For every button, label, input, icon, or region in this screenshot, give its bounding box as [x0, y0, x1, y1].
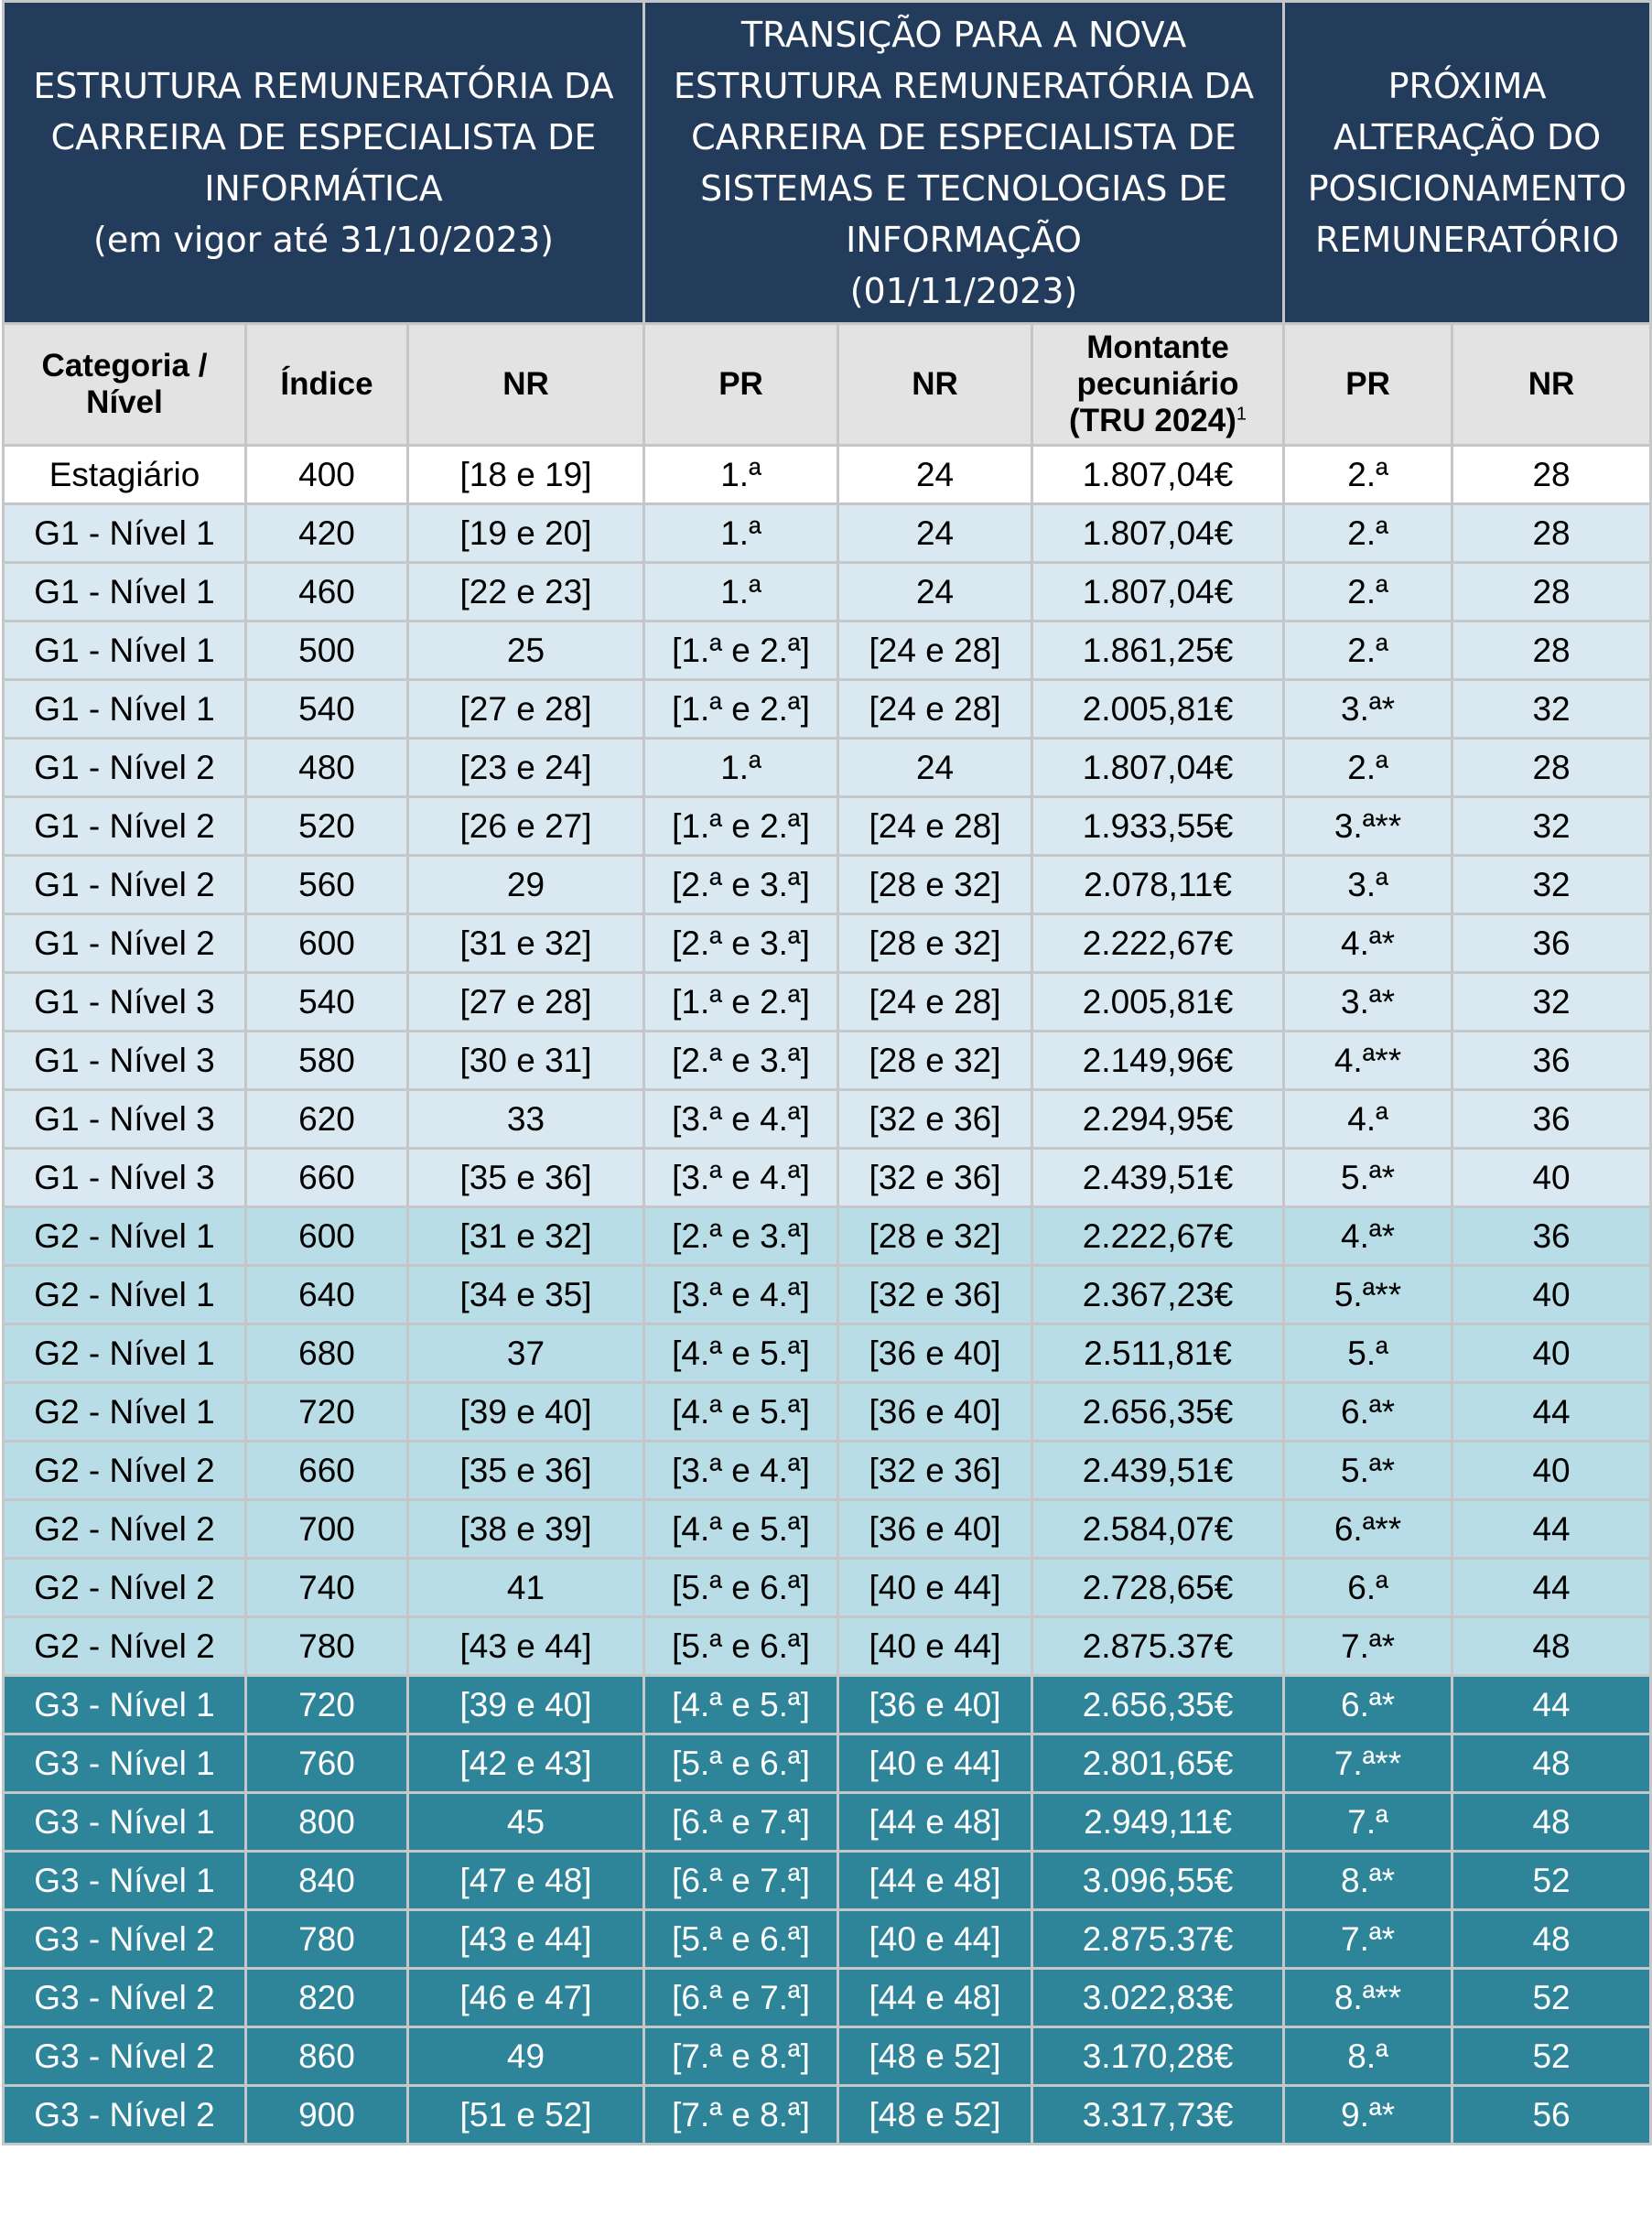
pr-cell: [5.ª e 6.ª] — [644, 1910, 838, 1969]
montante-cell: 2.078,11€ — [1032, 856, 1284, 914]
header-current-structure — [4, 2, 644, 324]
nr-cell: 25 — [408, 621, 644, 680]
categoria-cell: G1 - Nível 2 — [4, 739, 246, 797]
montante-cell: 1.861,25€ — [1032, 621, 1284, 680]
montante-cell: 1.807,04€ — [1032, 739, 1284, 797]
nr-new-cell: [28 e 32] — [838, 1207, 1032, 1266]
montante-cell: 1.807,04€ — [1032, 446, 1284, 504]
pr-cell: [2.ª e 3.ª] — [644, 856, 838, 914]
column-header-row — [4, 324, 1651, 446]
indice-cell: 460 — [246, 563, 408, 621]
nr-next-cell: 40 — [1452, 1266, 1651, 1324]
nr-new-cell: [36 e 40] — [838, 1676, 1032, 1734]
categoria-cell: G3 - Nível 1 — [4, 1676, 246, 1734]
nr-new-cell: [32 e 36] — [838, 1442, 1032, 1500]
indice-cell: 680 — [246, 1324, 408, 1383]
nr-new-cell: [32 e 36] — [838, 1149, 1032, 1207]
table-row — [4, 504, 1651, 563]
pr-next-cell: 3.ª* — [1284, 973, 1452, 1032]
nr-next-cell: 40 — [1452, 1442, 1651, 1500]
montante-cell: 1.933,55€ — [1032, 797, 1284, 856]
col-header-indice: Índice — [246, 324, 408, 446]
pr-cell: 1.ª — [644, 504, 838, 563]
nr-new-cell: [40 e 44] — [838, 1617, 1032, 1676]
pr-next-cell: 8.ª* — [1284, 1852, 1452, 1910]
nr-new-cell: [44 e 48] — [838, 1793, 1032, 1852]
table-row — [4, 1617, 1651, 1676]
table-row — [4, 563, 1651, 621]
header-line: ALTERAÇÃO DO — [1333, 116, 1602, 157]
categoria-cell: G2 - Nível 1 — [4, 1207, 246, 1266]
pr-next-cell: 2.ª — [1284, 563, 1452, 621]
pr-next-cell: 6.ª* — [1284, 1383, 1452, 1442]
categoria-cell: G1 - Nível 1 — [4, 563, 246, 621]
nr-cell: [35 e 36] — [408, 1149, 644, 1207]
pr-next-cell: 5.ª* — [1284, 1442, 1452, 1500]
indice-cell: 780 — [246, 1617, 408, 1676]
categoria-cell: G3 - Nível 1 — [4, 1793, 246, 1852]
pr-next-cell: 2.ª — [1284, 504, 1452, 563]
nr-cell: [26 e 27] — [408, 797, 644, 856]
montante-cell: 2.294,95€ — [1032, 1090, 1284, 1149]
nr-next-cell: 28 — [1452, 504, 1651, 563]
montante-cell: 2.875.37€ — [1032, 1617, 1284, 1676]
nr-next-cell: 56 — [1452, 2086, 1651, 2145]
pr-next-cell: 3.ª** — [1284, 797, 1452, 856]
col-header-pr: PR — [644, 324, 838, 446]
col-header-line: Montante — [1086, 330, 1229, 365]
nr-next-cell: 28 — [1452, 739, 1651, 797]
nr-new-cell: [44 e 48] — [838, 1969, 1032, 2027]
categoria-cell: G3 - Nível 1 — [4, 1734, 246, 1793]
pr-cell: [4.ª e 5.ª] — [644, 1500, 838, 1559]
nr-next-cell: 36 — [1452, 1207, 1651, 1266]
header-line: CARREIRA DE ESPECIALISTA DE — [691, 116, 1236, 157]
header-line: (em vigor até 31/10/2023) — [93, 219, 554, 260]
table-row — [4, 1442, 1651, 1500]
nr-next-cell: 48 — [1452, 1734, 1651, 1793]
col-header-line — [1033, 403, 1282, 439]
nr-new-cell: [24 e 28] — [838, 680, 1032, 739]
header-line: INFORMAÇÃO — [846, 219, 1082, 260]
nr-next-cell: 36 — [1452, 914, 1651, 973]
montante-cell: 2.005,81€ — [1032, 973, 1284, 1032]
indice-cell: 560 — [246, 856, 408, 914]
table-row — [4, 1910, 1651, 1969]
nr-cell: [34 e 35] — [408, 1266, 644, 1324]
montante-cell: 2.949,11€ — [1032, 1793, 1284, 1852]
nr-cell: [39 e 40] — [408, 1383, 644, 1442]
pr-cell: [6.ª e 7.ª] — [644, 1793, 838, 1852]
nr-cell: [38 e 39] — [408, 1500, 644, 1559]
nr-cell: [18 e 19] — [408, 446, 644, 504]
pr-next-cell: 4.ª — [1284, 1090, 1452, 1149]
table-row — [4, 1793, 1651, 1852]
montante-cell: 2.511,81€ — [1032, 1324, 1284, 1383]
nr-cell: [30 e 31] — [408, 1032, 644, 1090]
montante-cell: 2.005,81€ — [1032, 680, 1284, 739]
montante-cell: 1.807,04€ — [1032, 504, 1284, 563]
categoria-cell: G2 - Nível 1 — [4, 1266, 246, 1324]
pr-next-cell: 7.ª — [1284, 1793, 1452, 1852]
pr-cell: [4.ª e 5.ª] — [644, 1324, 838, 1383]
nr-next-cell: 36 — [1452, 1032, 1651, 1090]
nr-cell: 33 — [408, 1090, 644, 1149]
categoria-cell: G1 - Nível 3 — [4, 1032, 246, 1090]
table-row — [4, 680, 1651, 739]
categoria-cell: G1 - Nível 3 — [4, 1149, 246, 1207]
pr-cell: [6.ª e 7.ª] — [644, 1969, 838, 2027]
pr-cell: [5.ª e 6.ª] — [644, 1559, 838, 1617]
nr-cell: 49 — [408, 2027, 644, 2086]
categoria-cell: Estagiário — [4, 446, 246, 504]
montante-cell: 2.875.37€ — [1032, 1910, 1284, 1969]
nr-next-cell: 52 — [1452, 1852, 1651, 1910]
montante-cell: 2.801,65€ — [1032, 1734, 1284, 1793]
pr-next-cell: 6.ª — [1284, 1559, 1452, 1617]
indice-cell: 660 — [246, 1149, 408, 1207]
indice-cell: 740 — [246, 1559, 408, 1617]
montante-cell: 2.439,51€ — [1032, 1149, 1284, 1207]
nr-new-cell: [36 e 40] — [838, 1500, 1032, 1559]
categoria-cell: G2 - Nível 1 — [4, 1383, 246, 1442]
indice-cell: 500 — [246, 621, 408, 680]
indice-cell: 860 — [246, 2027, 408, 2086]
nr-new-cell: [40 e 44] — [838, 1734, 1032, 1793]
nr-next-cell: 36 — [1452, 1090, 1651, 1149]
nr-next-cell: 52 — [1452, 1969, 1651, 2027]
nr-next-cell: 32 — [1452, 856, 1651, 914]
col-header-pr-next: PR — [1284, 324, 1452, 446]
header-line: (01/11/2023) — [849, 270, 1078, 311]
categoria-cell: G1 - Nível 2 — [4, 856, 246, 914]
indice-cell: 400 — [246, 446, 408, 504]
footnote-marker: 1 — [1236, 404, 1247, 425]
nr-cell: [27 e 28] — [408, 973, 644, 1032]
pr-cell: [7.ª e 8.ª] — [644, 2086, 838, 2145]
table-row — [4, 446, 1651, 504]
categoria-cell: G2 - Nível 2 — [4, 1442, 246, 1500]
pr-next-cell: 8.ª** — [1284, 1969, 1452, 2027]
nr-next-cell: 48 — [1452, 1910, 1651, 1969]
pr-cell: [2.ª e 3.ª] — [644, 914, 838, 973]
indice-cell: 640 — [246, 1266, 408, 1324]
categoria-cell: G2 - Nível 1 — [4, 1324, 246, 1383]
header-line: ESTRUTURA REMUNERATÓRIA DA — [673, 65, 1255, 106]
categoria-cell: G3 - Nível 2 — [4, 2027, 246, 2086]
nr-cell: [27 e 28] — [408, 680, 644, 739]
montante-cell: 2.222,67€ — [1032, 914, 1284, 973]
table-row — [4, 2027, 1651, 2086]
indice-cell: 900 — [246, 2086, 408, 2145]
remuneration-table — [2, 0, 1652, 2145]
nr-next-cell: 44 — [1452, 1383, 1651, 1442]
pr-next-cell: 7.ª* — [1284, 1910, 1452, 1969]
pr-next-cell: 5.ª — [1284, 1324, 1452, 1383]
pr-next-cell: 4.ª* — [1284, 1207, 1452, 1266]
pr-cell: 1.ª — [644, 739, 838, 797]
nr-cell: [22 e 23] — [408, 563, 644, 621]
table-row — [4, 1559, 1651, 1617]
table-row — [4, 1032, 1651, 1090]
nr-new-cell: [40 e 44] — [838, 1910, 1032, 1969]
nr-cell: [46 e 47] — [408, 1969, 644, 2027]
nr-cell: [43 e 44] — [408, 1910, 644, 1969]
pr-cell: [2.ª e 3.ª] — [644, 1032, 838, 1090]
header-line: SISTEMAS E TECNOLOGIAS DE — [700, 167, 1227, 209]
categoria-cell: G1 - Nível 1 — [4, 621, 246, 680]
nr-cell: [43 e 44] — [408, 1617, 644, 1676]
col-header-line: Categoria / — [41, 348, 208, 384]
montante-cell: 2.367,23€ — [1032, 1266, 1284, 1324]
pr-cell: [6.ª e 7.ª] — [644, 1852, 838, 1910]
group-header-row — [4, 2, 1651, 324]
pr-cell: [1.ª e 2.ª] — [644, 680, 838, 739]
table-row — [4, 914, 1651, 973]
categoria-cell: G3 - Nível 2 — [4, 1969, 246, 2027]
nr-next-cell: 44 — [1452, 1676, 1651, 1734]
pr-next-cell: 2.ª — [1284, 739, 1452, 797]
categoria-cell: G1 - Nível 3 — [4, 973, 246, 1032]
nr-cell: [31 e 32] — [408, 1207, 644, 1266]
montante-cell: 3.317,73€ — [1032, 2086, 1284, 2145]
nr-cell: [35 e 36] — [408, 1442, 644, 1500]
nr-next-cell: 28 — [1452, 621, 1651, 680]
header-transition — [644, 2, 1284, 324]
pr-cell: [1.ª e 2.ª] — [644, 621, 838, 680]
header-line: POSICIONAMENTO — [1307, 167, 1627, 209]
pr-next-cell: 6.ª* — [1284, 1676, 1452, 1734]
nr-next-cell: 28 — [1452, 446, 1651, 504]
categoria-cell: G2 - Nível 2 — [4, 1617, 246, 1676]
pr-next-cell: 4.ª** — [1284, 1032, 1452, 1090]
table-row — [4, 621, 1651, 680]
col-header-montante — [1032, 324, 1284, 446]
nr-new-cell: [48 e 52] — [838, 2027, 1032, 2086]
pr-cell: [3.ª e 4.ª] — [644, 1149, 838, 1207]
categoria-cell: G3 - Nível 2 — [4, 1910, 246, 1969]
nr-cell: [42 e 43] — [408, 1734, 644, 1793]
nr-new-cell: [32 e 36] — [838, 1266, 1032, 1324]
nr-cell: [39 e 40] — [408, 1676, 644, 1734]
indice-cell: 720 — [246, 1383, 408, 1442]
col-header-text: (TRU 2024) — [1069, 403, 1236, 438]
table-row — [4, 1852, 1651, 1910]
table-row — [4, 739, 1651, 797]
nr-new-cell: [36 e 40] — [838, 1324, 1032, 1383]
montante-cell: 2.656,35€ — [1032, 1383, 1284, 1442]
pr-next-cell: 3.ª — [1284, 856, 1452, 914]
col-header-nr-next: NR — [1452, 324, 1651, 446]
nr-new-cell: [32 e 36] — [838, 1090, 1032, 1149]
nr-new-cell: [40 e 44] — [838, 1559, 1032, 1617]
pr-next-cell: 2.ª — [1284, 621, 1452, 680]
pr-next-cell: 5.ª* — [1284, 1149, 1452, 1207]
pr-next-cell: 3.ª* — [1284, 680, 1452, 739]
categoria-cell: G1 - Nível 1 — [4, 680, 246, 739]
nr-next-cell: 32 — [1452, 680, 1651, 739]
montante-cell: 2.439,51€ — [1032, 1442, 1284, 1500]
categoria-cell: G3 - Nível 2 — [4, 2086, 246, 2145]
header-line: ESTRUTURA REMUNERATÓRIA DA — [33, 65, 614, 106]
table-row — [4, 1500, 1651, 1559]
header-line: REMUNERATÓRIO — [1315, 219, 1620, 260]
header-line: CARREIRA DE ESPECIALISTA DE — [50, 116, 597, 157]
pr-cell: [5.ª e 6.ª] — [644, 1617, 838, 1676]
indice-cell: 540 — [246, 680, 408, 739]
nr-new-cell: [24 e 28] — [838, 973, 1032, 1032]
montante-cell: 3.170,28€ — [1032, 2027, 1284, 2086]
indice-cell: 700 — [246, 1500, 408, 1559]
table-row — [4, 1266, 1651, 1324]
montante-cell: 3.022,83€ — [1032, 1969, 1284, 2027]
nr-next-cell: 28 — [1452, 563, 1651, 621]
categoria-cell: G1 - Nível 2 — [4, 914, 246, 973]
pr-cell: [1.ª e 2.ª] — [644, 797, 838, 856]
pr-cell: [2.ª e 3.ª] — [644, 1207, 838, 1266]
indice-cell: 760 — [246, 1734, 408, 1793]
col-header-nr-new: NR — [838, 324, 1032, 446]
indice-cell: 600 — [246, 914, 408, 973]
col-header-nr: NR — [408, 324, 644, 446]
montante-cell: 2.728,65€ — [1032, 1559, 1284, 1617]
table-row — [4, 973, 1651, 1032]
categoria-cell: G1 - Nível 1 — [4, 504, 246, 563]
nr-cell: 41 — [408, 1559, 644, 1617]
nr-cell: [47 e 48] — [408, 1852, 644, 1910]
pr-next-cell: 8.ª — [1284, 2027, 1452, 2086]
montante-cell: 2.222,67€ — [1032, 1207, 1284, 1266]
nr-next-cell: 44 — [1452, 1500, 1651, 1559]
indice-cell: 820 — [246, 1969, 408, 2027]
nr-cell: 29 — [408, 856, 644, 914]
header-line: INFORMÁTICA — [204, 167, 443, 209]
nr-cell: 45 — [408, 1793, 644, 1852]
table-row — [4, 1734, 1651, 1793]
table-body — [4, 446, 1651, 2145]
pr-cell: [7.ª e 8.ª] — [644, 2027, 838, 2086]
nr-new-cell: 24 — [838, 563, 1032, 621]
nr-cell: 37 — [408, 1324, 644, 1383]
montante-cell: 3.096,55€ — [1032, 1852, 1284, 1910]
table-row — [4, 797, 1651, 856]
table-row — [4, 1676, 1651, 1734]
categoria-cell: G1 - Nível 3 — [4, 1090, 246, 1149]
nr-new-cell: [44 e 48] — [838, 1852, 1032, 1910]
header-line: PRÓXIMA — [1387, 65, 1547, 106]
indice-cell: 720 — [246, 1676, 408, 1734]
header-line: TRANSIÇÃO PARA A NOVA — [740, 14, 1187, 55]
pr-next-cell: 4.ª* — [1284, 914, 1452, 973]
table-row — [4, 856, 1651, 914]
categoria-cell: G2 - Nível 2 — [4, 1559, 246, 1617]
indice-cell: 480 — [246, 739, 408, 797]
indice-cell: 520 — [246, 797, 408, 856]
nr-next-cell: 40 — [1452, 1324, 1651, 1383]
nr-new-cell: [24 e 28] — [838, 621, 1032, 680]
pr-cell: [3.ª e 4.ª] — [644, 1266, 838, 1324]
table-row — [4, 1969, 1651, 2027]
indice-cell: 780 — [246, 1910, 408, 1969]
nr-new-cell: 24 — [838, 504, 1032, 563]
nr-next-cell: 40 — [1452, 1149, 1651, 1207]
nr-new-cell: 24 — [838, 446, 1032, 504]
pr-cell: 1.ª — [644, 563, 838, 621]
col-header-categoria — [4, 324, 246, 446]
table-row — [4, 1324, 1651, 1383]
indice-cell: 580 — [246, 1032, 408, 1090]
nr-cell: [23 e 24] — [408, 739, 644, 797]
table-row — [4, 1090, 1651, 1149]
indice-cell: 540 — [246, 973, 408, 1032]
indice-cell: 620 — [246, 1090, 408, 1149]
nr-next-cell: 32 — [1452, 973, 1651, 1032]
nr-cell: [51 e 52] — [408, 2086, 644, 2145]
indice-cell: 840 — [246, 1852, 408, 1910]
pr-cell: [4.ª e 5.ª] — [644, 1676, 838, 1734]
pr-next-cell: 7.ª** — [1284, 1734, 1452, 1793]
montante-cell: 2.584,07€ — [1032, 1500, 1284, 1559]
pr-cell: [3.ª e 4.ª] — [644, 1090, 838, 1149]
indice-cell: 660 — [246, 1442, 408, 1500]
pr-next-cell: 6.ª** — [1284, 1500, 1452, 1559]
col-header-line: Nível — [86, 384, 163, 420]
pr-next-cell: 7.ª* — [1284, 1617, 1452, 1676]
nr-next-cell: 52 — [1452, 2027, 1651, 2086]
table-row — [4, 1383, 1651, 1442]
montante-cell: 1.807,04€ — [1032, 563, 1284, 621]
table-row — [4, 1149, 1651, 1207]
header-next-change — [1284, 2, 1651, 324]
nr-new-cell: [28 e 32] — [838, 1032, 1032, 1090]
nr-new-cell: 24 — [838, 739, 1032, 797]
nr-cell: [31 e 32] — [408, 914, 644, 973]
categoria-cell: G2 - Nível 2 — [4, 1500, 246, 1559]
nr-new-cell: [28 e 32] — [838, 914, 1032, 973]
nr-next-cell: 32 — [1452, 797, 1651, 856]
pr-next-cell: 5.ª** — [1284, 1266, 1452, 1324]
nr-new-cell: [24 e 28] — [838, 797, 1032, 856]
nr-new-cell: [48 e 52] — [838, 2086, 1032, 2145]
categoria-cell: G1 - Nível 2 — [4, 797, 246, 856]
nr-new-cell: [36 e 40] — [838, 1383, 1032, 1442]
indice-cell: 420 — [246, 504, 408, 563]
pr-cell: 1.ª — [644, 446, 838, 504]
pr-cell: [4.ª e 5.ª] — [644, 1383, 838, 1442]
pr-cell: [5.ª e 6.ª] — [644, 1734, 838, 1793]
pr-next-cell: 2.ª — [1284, 446, 1452, 504]
col-header-line: pecuniário — [1076, 366, 1239, 402]
nr-next-cell: 48 — [1452, 1617, 1651, 1676]
indice-cell: 600 — [246, 1207, 408, 1266]
pr-cell: [3.ª e 4.ª] — [644, 1442, 838, 1500]
table-row — [4, 1207, 1651, 1266]
nr-next-cell: 44 — [1452, 1559, 1651, 1617]
nr-new-cell: [28 e 32] — [838, 856, 1032, 914]
nr-next-cell: 48 — [1452, 1793, 1651, 1852]
pr-cell: [1.ª e 2.ª] — [644, 973, 838, 1032]
indice-cell: 800 — [246, 1793, 408, 1852]
categoria-cell: G3 - Nível 1 — [4, 1852, 246, 1910]
pr-next-cell: 9.ª* — [1284, 2086, 1452, 2145]
table-row — [4, 2086, 1651, 2145]
nr-cell: [19 e 20] — [408, 504, 644, 563]
montante-cell: 2.149,96€ — [1032, 1032, 1284, 1090]
montante-cell: 2.656,35€ — [1032, 1676, 1284, 1734]
